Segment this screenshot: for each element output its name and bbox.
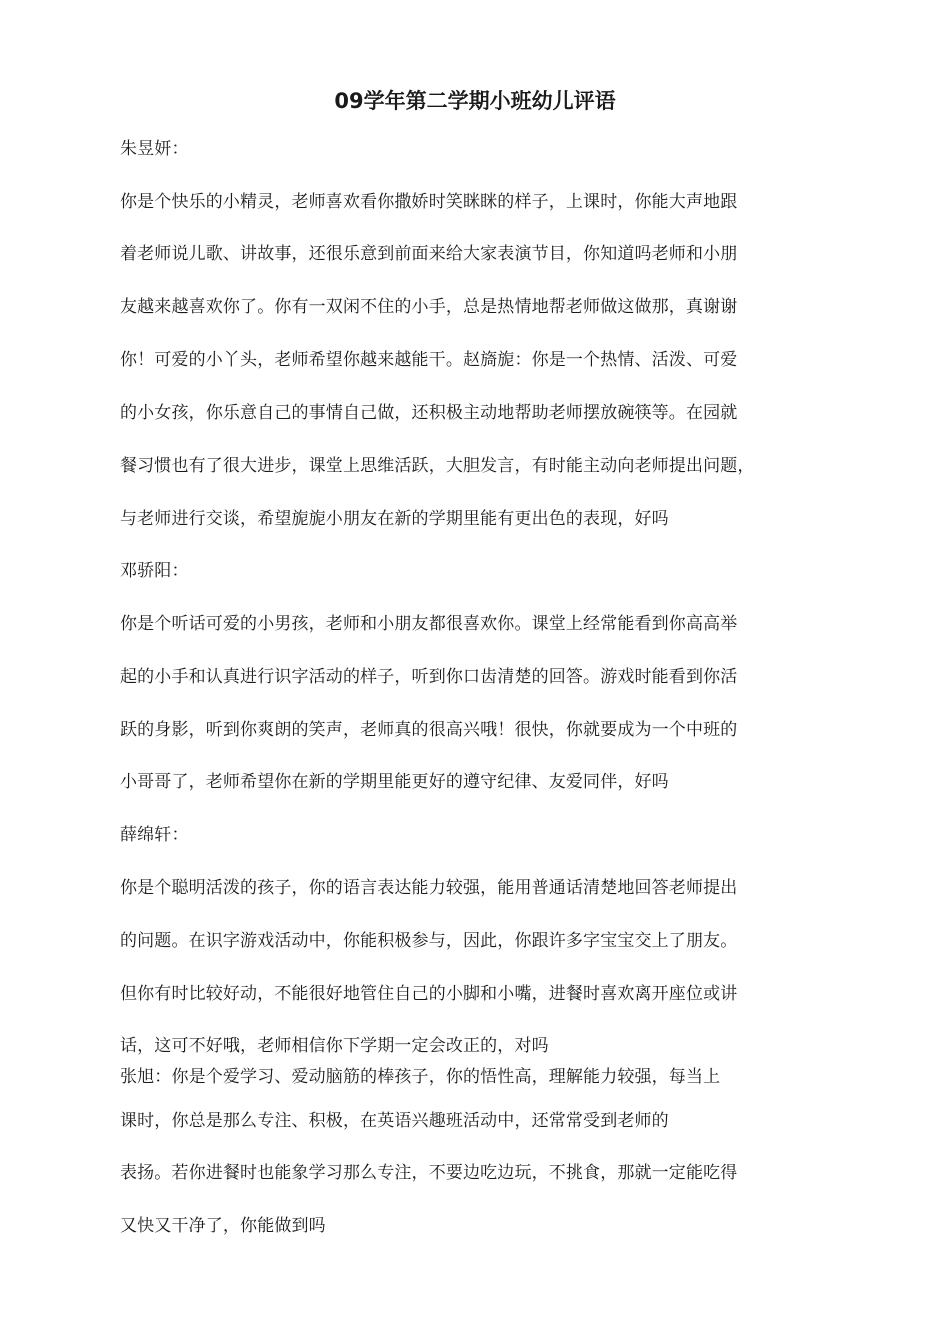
comment-line: 与老师进行交谈，希望旎旎小朋友在新的学期里能有更出色的表现，好吗 bbox=[120, 509, 669, 529]
comment-line: 但你有时比较好动，不能很好地管住自己的小脚和小嘴，进餐时喜欢离开座位或讲 bbox=[120, 984, 738, 1004]
comment-line: 的小女孩，你乐意自己的事情自己做，还积极主动地帮助老师摆放碗筷等。在园就 bbox=[120, 403, 738, 423]
comment-line: 的问题。在识字游戏活动中，你能积极参与，因此，你跟许多字宝宝交上了朋友。 bbox=[120, 931, 738, 951]
comment-line: 友越来越喜欢你了。你有一双闲不住的小手，总是热情地帮老师做这做那，真谢谢 bbox=[120, 297, 738, 317]
comment-line: 话，这可不好哦，老师相信你下学期一定会改正的，对吗 bbox=[120, 1036, 549, 1056]
comment-line: 起的小手和认真进行识字活动的样子，听到你口齿清楚的回答。游戏时能看到你活 bbox=[120, 667, 738, 687]
comment-line: 跃的身影，听到你爽朗的笑声，老师真的很高兴哦！很快，你就要成为一个中班的 bbox=[120, 720, 738, 740]
comment-line: 又快又干净了，你能做到吗 bbox=[120, 1216, 326, 1236]
comment-line: 小哥哥了，老师希望你在新的学期里能更好的遵守纪律、友爱同伴，好吗 bbox=[120, 772, 669, 792]
comment-line: 张旭：你是个爱学习、爱动脑筋的棒孩子，你的悟性高，理解能力较强，每当上 bbox=[120, 1067, 721, 1087]
student-name-heading: 邓骄阳： bbox=[120, 561, 189, 581]
comment-line: 你是个听话可爱的小男孩，老师和小朋友都很喜欢你。课堂上经常能看到你高高举 bbox=[120, 614, 738, 634]
comment-line: 你是个快乐的小精灵，老师喜欢看你撒娇时笑眯眯的样子，上课时，你能大声地跟 bbox=[120, 192, 738, 212]
student-name-heading: 朱昱妍： bbox=[120, 139, 189, 159]
comment-line: 你是个聪明活泼的孩子，你的语言表达能力较强，能用普通话清楚地回答老师提出 bbox=[120, 878, 738, 898]
student-name-heading: 薛绵轩： bbox=[120, 825, 189, 845]
document-title: 09学年第二学期小班幼儿评语 bbox=[334, 89, 616, 113]
comment-line: 你！可爱的小丫头，老师希望你越来越能干。赵旖旎：你是一个热情、活泼、可爱 bbox=[120, 350, 738, 370]
comment-line: 着老师说儿歌、讲故事，还很乐意到前面来给大家表演节目，你知道吗老师和小朋 bbox=[120, 244, 738, 264]
comment-line: 课时，你总是那么专注、积极，在英语兴趣班活动中，还常常受到老师的 bbox=[120, 1111, 669, 1131]
comment-line: 餐习惯也有了很大进步，课堂上思维活跃，大胆发言，有时能主动向老师提出问题， bbox=[120, 456, 755, 476]
comment-line: 表扬。若你进餐时也能象学习那么专注，不要边吃边玩，不挑食，那就一定能吃得 bbox=[120, 1163, 738, 1183]
